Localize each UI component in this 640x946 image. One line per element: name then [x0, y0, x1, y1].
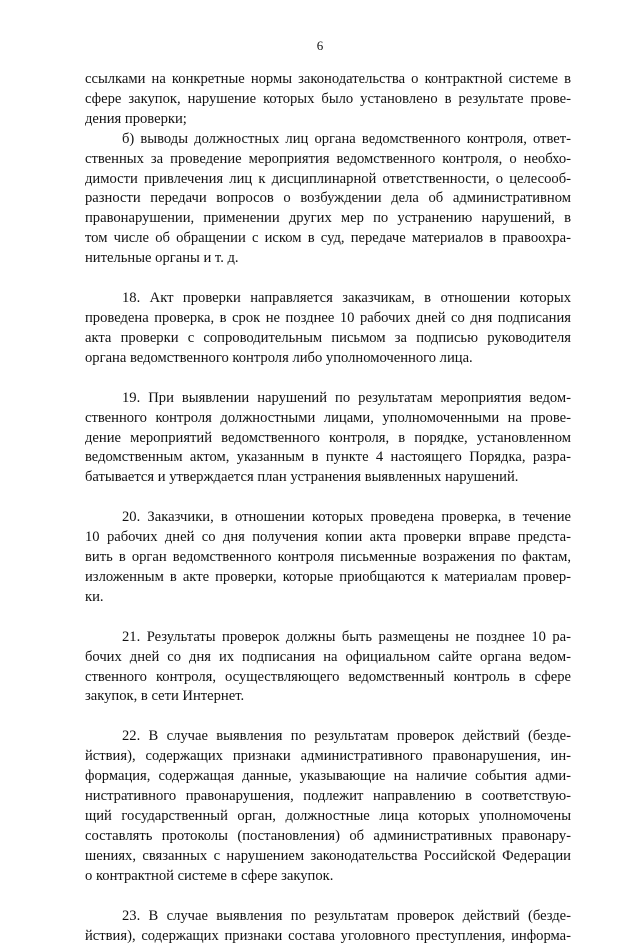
paragraph-line: ки. [85, 588, 104, 605]
paragraph-line: ственных за проведение мероприятия ведомственного контроля, о необхо- [85, 150, 571, 167]
paragraph-line: правонарушении, применении других мер по устранению нарушений, в [85, 210, 571, 227]
paragraph-line: 23. В случае выявления по результатам проверок действий (безде- [122, 907, 571, 924]
paragraph-line: изложенным в акте проверки, которые приобщаются к материалам провер- [85, 568, 571, 585]
paragraph-line: проведена проверка, в срок не позднее 10 рабочих дней со дня подписания [85, 309, 571, 326]
paragraph [85, 628, 571, 708]
paragraph-line: 20. Заказчики, в отношении которых проведена проверка, в течение [122, 509, 571, 526]
paragraph-line: органа ведомственного контроля либо уполномоченного лица. [85, 349, 473, 366]
paragraph-line: акта проверки с сопроводительным письмом за подписью руководителя [85, 329, 571, 346]
paragraph-line: 19. При выявлении нарушений по результатам мероприятия ведом- [122, 389, 571, 406]
paragraph-line: щий государственный орган, должностные лица которых уполномочены [85, 808, 571, 824]
paragraph-line: ссылками на конкретные нормы законодательства о контрактной системе в [85, 71, 571, 87]
paragraph-line: йствия), содержащих признаки административного правонарушения, ин- [85, 748, 571, 765]
paragraph-line: йствия), содержащих признаки состава уголовного преступления, информа- [85, 927, 571, 944]
paragraph-line: о контрактной системе в сфере закупок. [85, 867, 334, 884]
paragraph [85, 727, 571, 886]
paragraph-line: ведомственным актом, указанным в пункте 4 настоящего Порядка, разра- [85, 449, 571, 466]
paragraph-line: формация, содержащая данные, указывающие на наличие события адми- [85, 768, 571, 785]
paragraph-line: 22. В случае выявления по результатам проверок действий (безде- [122, 728, 571, 745]
paragraph-line: закупок, в сети Интернет. [85, 688, 245, 705]
paragraph [85, 289, 571, 369]
paragraph-line: вить в орган ведомственного контроля письменные возражения по фактам, [85, 549, 571, 566]
paragraph-line: 10 рабочих дней со дня получения копии акта проверки вправе предста- [85, 529, 571, 546]
paragraph-line: ственного контроля должностными лицами, уполномоченными на прове- [85, 409, 571, 426]
paragraph-line: дения проверки; [85, 110, 187, 127]
paragraph-line: ственного контроля, осуществляющего ведомственный контроль в сфере [85, 668, 571, 685]
paragraph-line: разности передачи вопросов о возбуждении дела об административном [85, 190, 571, 207]
paragraph [85, 907, 571, 946]
page-number: 6 [316, 38, 324, 53]
paragraph-line: шениях, связанных с нарушением законодательства Российской Федерации [85, 847, 571, 864]
paragraph [85, 389, 571, 489]
paragraph-line: бочих дней со дня их подписания на официальном сайте органа ведом- [85, 648, 571, 665]
paragraph-line: сфере закупок, нарушение которых было установлено в результате прове- [85, 90, 571, 107]
paragraph [85, 508, 571, 608]
paragraph [85, 70, 571, 130]
paragraph-line: дение мероприятий ведомственного контроля, в порядке, установленном [85, 429, 571, 446]
paragraph-line: нительные органы и т. д. [85, 250, 239, 267]
paragraph-line: б) выводы должностных лиц органа ведомственного контроля, ответ- [122, 130, 571, 147]
paragraph-line: нистративного правонарушения, подлежит направлению в соответствую- [85, 788, 571, 805]
paragraph-line: 21. Результаты проверок должны быть размещены не позднее 10 ра- [122, 628, 571, 645]
paragraph-line: димости привлечения лиц к дисциплинарной ответственности, о целесооб- [85, 170, 571, 187]
paragraph-line: 18. Акт проверки направляется заказчикам, в отношении которых [122, 290, 571, 307]
paragraph-line: составлять протоколы (постановления) об административных правонару- [85, 827, 571, 844]
paragraph-line: батывается и утверждается план устранения выявленных нарушений. [85, 469, 519, 486]
document-body [85, 70, 571, 946]
paragraph [85, 130, 571, 269]
paragraph-line: том числе об обращении с иском в суд, передаче материалов в правоохра- [85, 230, 571, 247]
